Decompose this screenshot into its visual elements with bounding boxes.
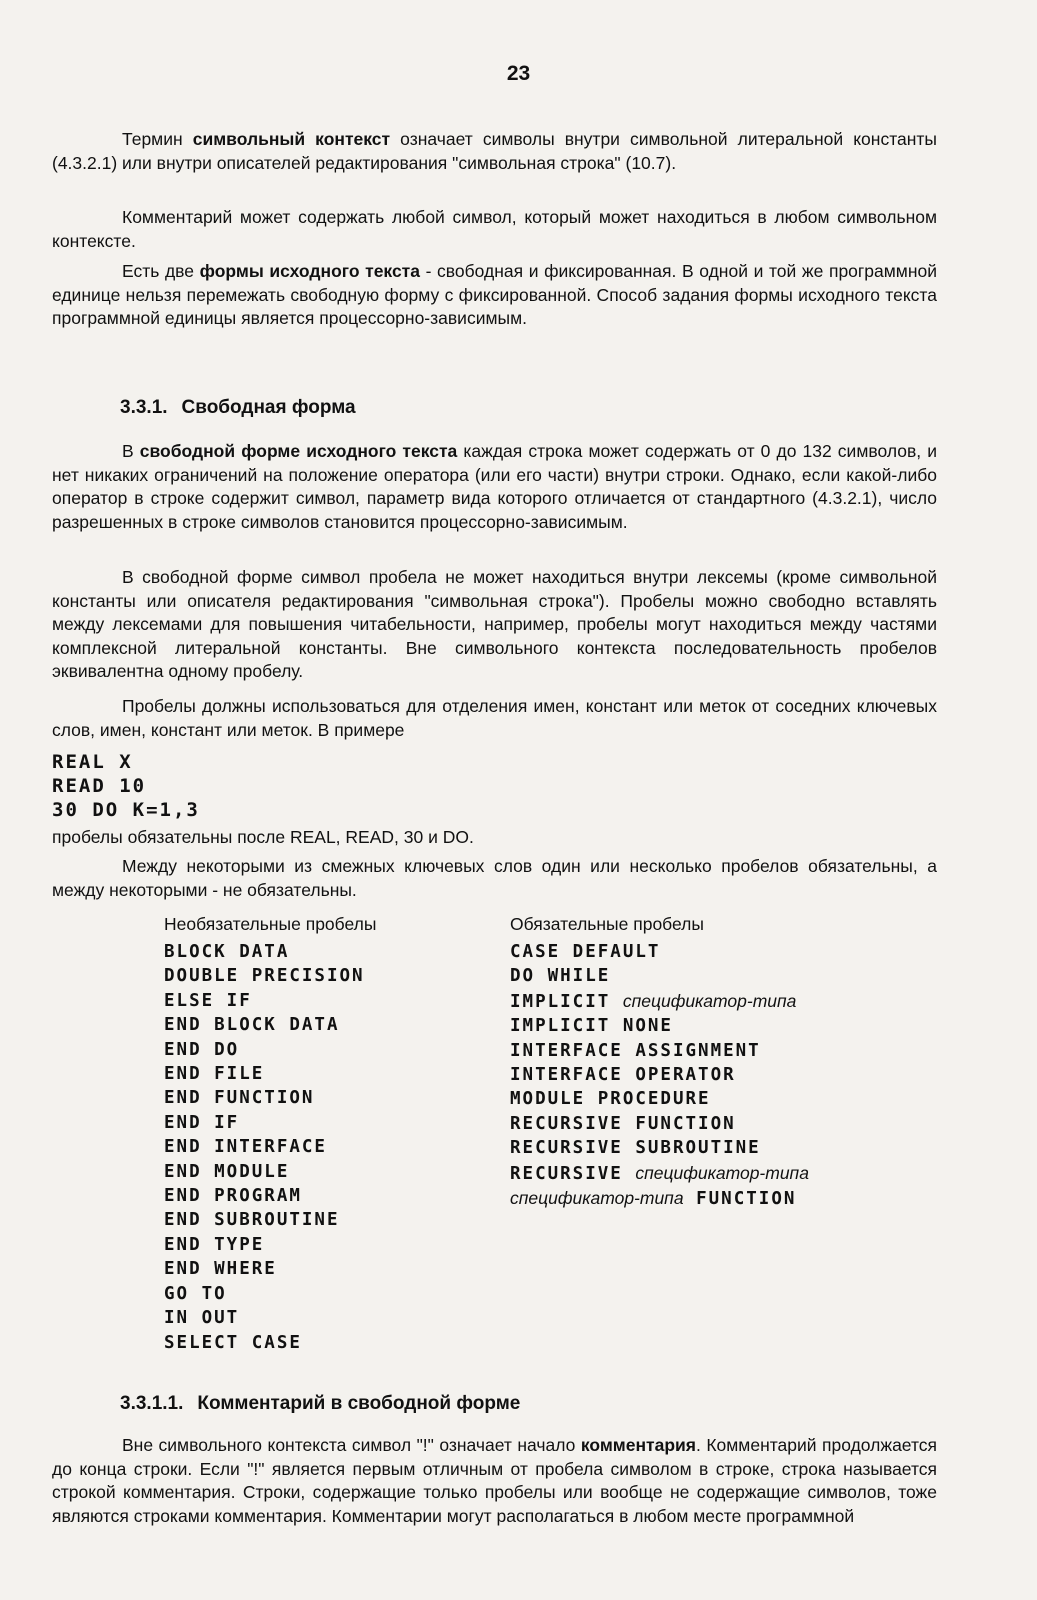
type-specifier: спецификатор-типа: [622, 990, 797, 1011]
type-specifier: спецификатор-типа: [635, 1162, 809, 1183]
paragraph-keywords: Между некоторыми из смежных ключевых слов один или несколько пробелов обязательны, а между некоторыми - не обязательны.: [52, 856, 937, 900]
text: - свободная и фиксированная. В одной и той же программной единице нельзя перемежать свободную форму с фиксированной. Способ задания формы исходного текста программной единицы является процессорно-зависимым.: [52, 261, 937, 328]
keyword-item: [510, 1039, 809, 1063]
section-heading-free-form: [120, 397, 356, 419]
required-blanks-list: [510, 940, 809, 1211]
keyword: CASE DEFAULT: [510, 942, 661, 962]
paragraph-blanks-required: пробелы обязательны после REAL, READ, 30 и DO.: [52, 827, 474, 847]
paragraph-blanks-separation: Пробелы должны использоваться для отделения имен, констант или меток от соседних ключевых слов, имен, констант или меток. В примере: [52, 696, 937, 740]
keyword-item: [510, 1112, 809, 1136]
keyword: INTERFACE ASSIGNMENT: [510, 1040, 761, 1061]
text: Есть две: [122, 261, 200, 281]
keyword-item: IN OUT: [164, 1308, 240, 1329]
optional-blanks-column: [164, 912, 376, 1355]
text: Термин: [122, 129, 193, 149]
keyword-item: GO TO: [164, 1283, 227, 1304]
keyword-item: [510, 1063, 809, 1087]
term-bold: свободной форме исходного текста: [139, 441, 458, 461]
keyword: RECURSIVE SUBROUTINE: [510, 1138, 761, 1159]
keyword-item: BLOCK DATA: [164, 942, 290, 962]
type-specifier: спецификатор-типа: [510, 1188, 684, 1209]
keyword-item: END PROGRAM: [164, 1186, 302, 1207]
required-blanks-column: [510, 912, 809, 1211]
term-bold: формы исходного текста: [199, 261, 420, 281]
column-title: Обязательные пробелы: [510, 914, 704, 934]
keyword-item: END SUBROUTINE: [164, 1210, 340, 1231]
keyword: FUNCTION: [696, 1189, 797, 1210]
keyword: MODULE PROCEDURE: [510, 1089, 711, 1110]
keyword-item: [510, 1161, 809, 1186]
term-bold: комментария: [580, 1435, 697, 1455]
optional-blanks-list: [164, 940, 376, 1355]
keyword-item: [510, 989, 809, 1014]
section-number: 3.3.1.: [120, 397, 168, 418]
paragraph-free-form-comment: [52, 1434, 937, 1528]
keyword-item: END TYPE: [164, 1234, 265, 1255]
text: . Комментарий продолжается до конца строки. Если "!" является первым отличным от пробела символом в строке, строка называется строкой комментария. Строки, содержащие только пробелы или вообще не содержащие символов, тоже являются строками комментария. Комментарии могут располагаться в любом месте программной: [52, 1435, 937, 1526]
keyword-item: [510, 964, 809, 988]
keyword: DO WHILE: [510, 966, 611, 987]
text: означает символы внутри символьной литеральной константы (4.3.2.1) или внутри описателей редактирования "символьная строка" (10.7).: [52, 129, 938, 173]
code-example: [52, 750, 200, 822]
paragraph-free-form: [52, 440, 937, 534]
section-heading-free-form-comment: [120, 1393, 520, 1415]
keyword-item: END DO: [164, 1039, 240, 1060]
keyword-item: [510, 1087, 809, 1111]
keyword-item: DOUBLE PRECISION: [164, 966, 365, 987]
paragraph-symbolic-context: [52, 128, 937, 175]
keyword: RECURSIVE FUNCTION: [510, 1113, 736, 1134]
keyword-item: END FILE: [164, 1064, 265, 1085]
code-line: 30 DO K=1,3: [52, 799, 200, 821]
code-line: REAL X: [52, 751, 133, 773]
keyword-item: [510, 1136, 809, 1160]
paragraph-blanks: В свободной форме символ пробела не может находиться внутри лексемы (кроме символьной константы или описателя редактирования "символьная строка"). Пробелы можно свободно вставлять между лексемами для повышения читабельности, например, пробелы могут находиться между частями комплексной литеральной константы. Вне символьного контекста последовательность пробелов эквивалентна одному пробелу.: [52, 567, 937, 681]
code-line: READ 10: [52, 775, 147, 797]
keyword-item: [510, 940, 809, 964]
keyword-item: END INTERFACE: [164, 1137, 327, 1158]
keyword-item: SELECT CASE: [164, 1332, 302, 1353]
keyword-item: END IF: [164, 1112, 240, 1133]
keyword-item: [510, 1014, 809, 1038]
section-title: Комментарий в свободной форме: [197, 1393, 521, 1414]
keyword-item: END FUNCTION: [164, 1088, 315, 1109]
keyword-item: END MODULE: [164, 1161, 290, 1182]
keyword-item: END WHERE: [164, 1259, 277, 1280]
keyword: INTERFACE OPERATOR: [510, 1065, 736, 1086]
column-title: Необязательные пробелы: [164, 914, 377, 934]
keyword: RECURSIVE: [510, 1163, 623, 1184]
keyword: IMPLICIT: [510, 991, 611, 1012]
text: В: [122, 441, 140, 461]
keyword-item: ELSE IF: [164, 990, 252, 1011]
section-number: 3.3.1.1.: [120, 1393, 184, 1414]
keyword: IMPLICIT NONE: [510, 1016, 673, 1037]
paragraph-source-forms: [52, 260, 937, 331]
keyword-item: END BLOCK DATA: [164, 1015, 340, 1036]
page-number: 23: [506, 62, 531, 85]
paragraph-comment: Комментарий может содержать любой символ, который может находиться в любом символьном контексте.: [52, 207, 937, 251]
text: Вне символьного контекста символ "!" означает начало: [122, 1435, 581, 1455]
term-bold: символьный контекст: [192, 129, 391, 149]
keyword-item: [510, 1186, 809, 1211]
text: каждая строка может содержать от 0 до 132 символов, и нет никаких ограничений на положение оператора (или его части) внутри строки. Однако, если какой-либо оператор в строке содержит символ, параметр вида которого отличается от стандартного (4.3.2.1), число разрешенных в строке символов становится процессорно-зависимым.: [52, 441, 937, 532]
section-title: Свободная форма: [181, 397, 356, 418]
